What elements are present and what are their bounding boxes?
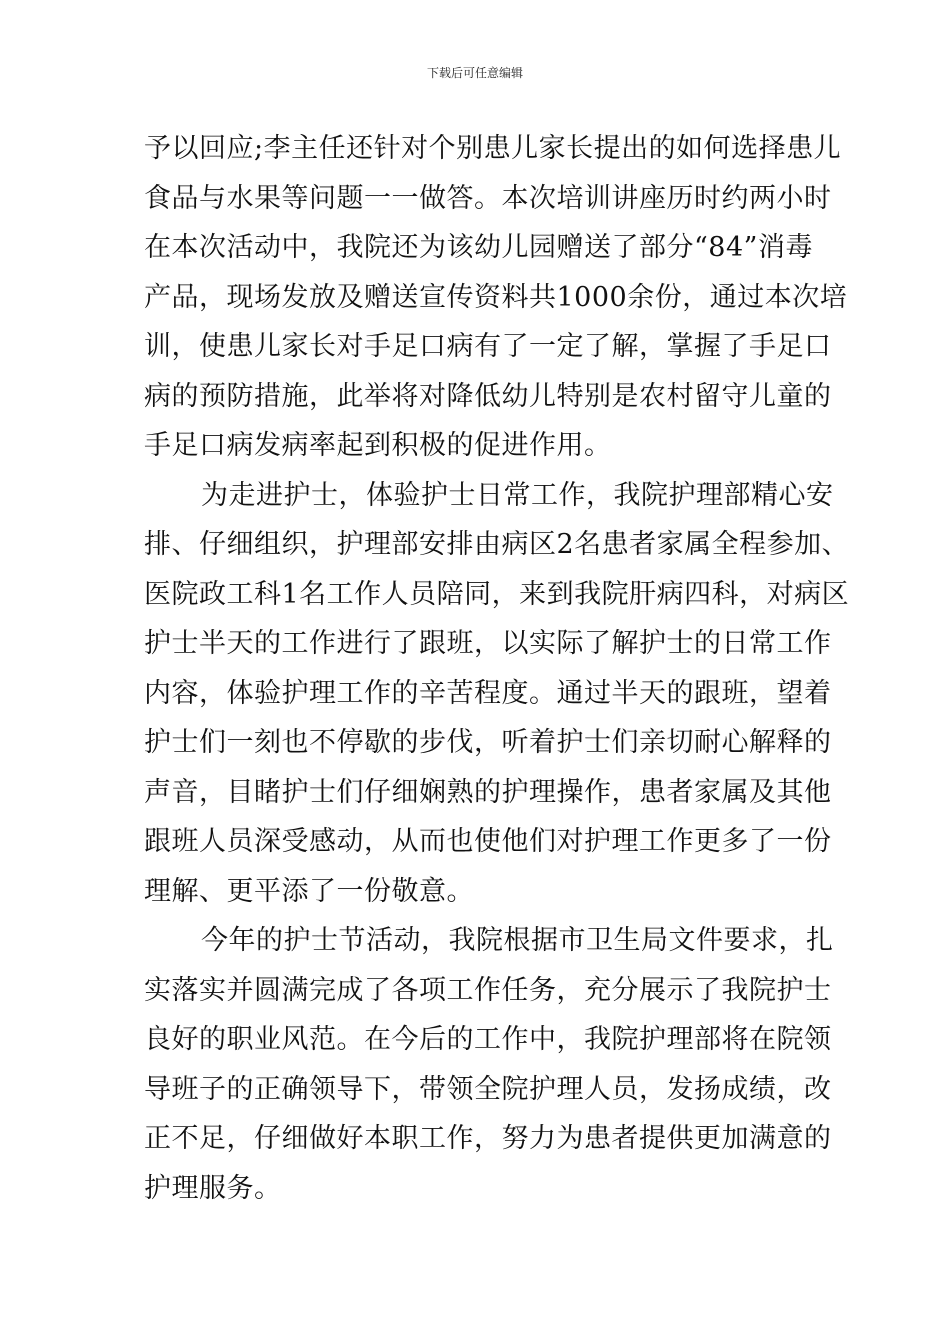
text-line: 食品与水果等问题一一做答。本次培训讲座历时约两小时 — [144, 182, 832, 214]
text-line: 为走进护士，体验护士日常工作，我院护理部精心安 — [201, 479, 834, 511]
paragraph-1 — [144, 124, 848, 471]
document-body — [144, 124, 850, 1213]
text-line: 正不足，仔细做好本职工作，努力为患者提供更加满意的 — [144, 1123, 832, 1154]
text-line: 声音，目睹护士们仔细娴熟的护理操作，患者家属及其他 — [144, 776, 832, 808]
text-line: 良好的职业风范。在今后的工作中，我院护理部将在院领 — [144, 1024, 832, 1055]
text-line: 排、仔细组织，护理部安排由病区2名患者家属全程参加、 — [144, 529, 850, 560]
text-line: 护士们一刻也不停歇的步伐，听着护士们亲切耐心解释的 — [144, 727, 832, 758]
text-line: 今年的护士节活动，我院根据市卫生局文件要求，扎 — [201, 925, 834, 956]
text-line: 在本次活动中，我院还为该幼儿园赠送了部分“84”消毒 — [144, 232, 813, 263]
page-header: 下载后可任意编辑 — [426, 66, 523, 80]
text-line: 护理服务。 — [144, 1172, 282, 1204]
text-line: 训，使患儿家长对手足口病有了一定了解，掌握了手足口 — [144, 331, 832, 362]
paragraph-3 — [144, 916, 834, 1213]
text-line: 予以回应;李主任还针对个别患儿家长提出的如何选择患儿 — [144, 133, 842, 164]
text-line: 医院政工科1名工作人员陪同，来到我院肝病四科，对病区 — [144, 578, 850, 610]
text-line: 内容，体验护理工作的辛苦程度。通过半天的跟班，望着 — [144, 677, 832, 709]
text-line: 手足口病发病率起到积极的促进作用。 — [144, 430, 612, 461]
text-line: 跟班人员深受感动，从而也使他们对护理工作更多了一份 — [144, 826, 832, 857]
text-line: 病的预防措施，此举将对降低幼儿特别是农村留守儿童的 — [144, 380, 832, 412]
text-line: 产品，现场发放及赠送宣传资料共1000余份，通过本次培 — [144, 281, 848, 313]
text-line: 实落实并圆满完成了各项工作任务，充分展示了我院护士 — [144, 974, 832, 1006]
text-line: 理解、更平添了一份敬意。 — [144, 875, 474, 907]
text-line: 护士半天的工作进行了跟班，以实际了解护士的日常工作 — [144, 628, 832, 659]
paragraph-2 — [144, 471, 850, 917]
text-line: 导班子的正确领导下，带领全院护理人员，发扬成绩，改 — [144, 1073, 832, 1105]
